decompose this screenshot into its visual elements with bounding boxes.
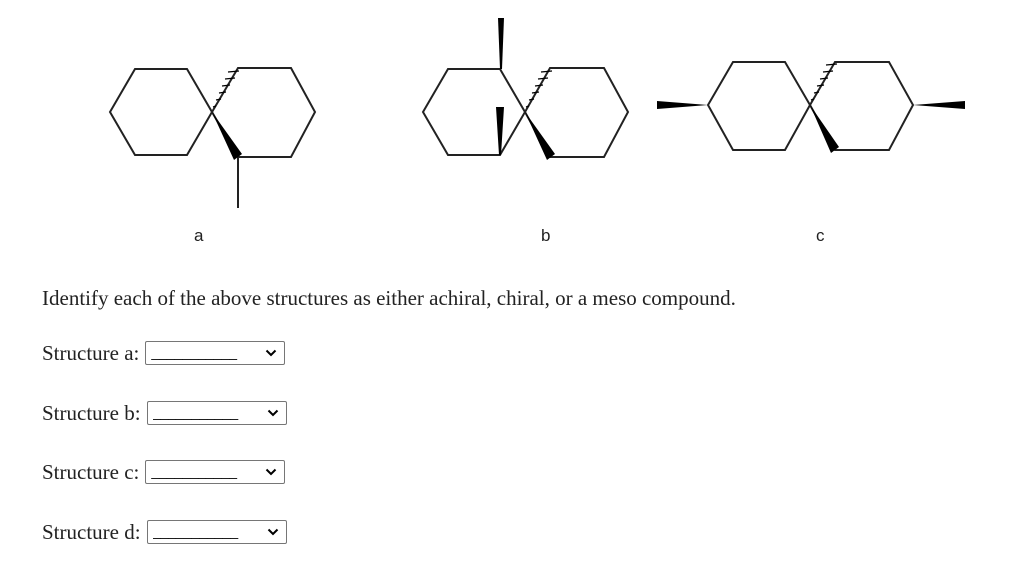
structure-c-label: c [816,226,825,245]
structure-b [423,68,628,157]
structure-a-left-ring [110,69,212,155]
structure-b-label: b [541,226,551,245]
structure-b-top-wedge [498,18,504,69]
question-text: Identify each of the above structures as either achiral, chiral, or a meso compound. [42,286,736,310]
answer-row-b [42,400,287,426]
answer-label-c: Structure c: [42,459,140,484]
answer-label-d: Structure d: [42,519,141,544]
structure-b-select[interactable] [147,401,287,425]
answer-label-a: Structure a: [42,340,140,365]
structure-c-left-wedge [657,101,708,109]
answer-row-c [42,459,285,485]
structure-b-select-value: ___________ [152,404,239,420]
answer-row-d [42,519,287,545]
structure-a-select-value: ___________ [151,344,238,360]
structure-c-left-ring [708,62,810,150]
structure-b-wedge-bond [525,112,555,160]
chevron-down-icon [265,348,277,358]
structure-a [110,68,315,208]
chevron-down-icon [267,527,279,537]
structure-b-left-ring [423,69,525,155]
chevron-down-icon [265,467,277,477]
structure-a-select[interactable] [145,341,285,365]
structure-a-label: a [194,226,204,245]
structure-a-wedge-bond [212,112,242,160]
chevron-down-icon [267,408,279,418]
answer-label-b: Structure b: [42,400,141,425]
structure-c-right-wedge [913,101,965,109]
structures-figure [0,0,1024,260]
structure-d-select-value: ___________ [152,523,239,539]
structure-c-select-value: ___________ [151,463,238,479]
structure-c-select[interactable] [145,460,285,484]
answer-row-a [42,340,285,366]
structure-c-wedge-bond [810,105,839,153]
structure-d-select[interactable] [147,520,287,544]
structure-b-inner-wedge [496,107,504,155]
